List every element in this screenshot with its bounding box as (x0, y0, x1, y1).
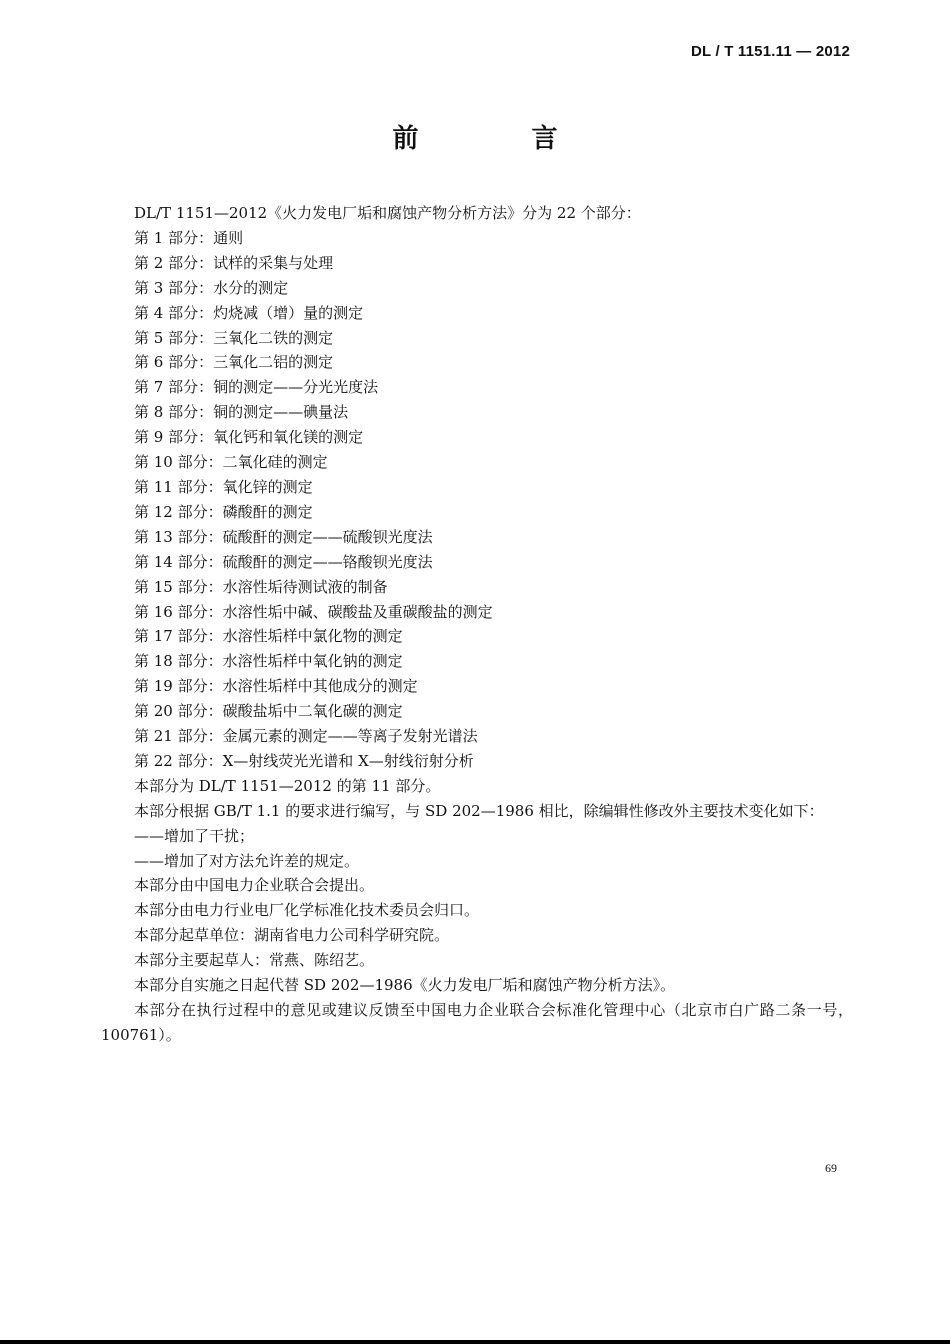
statement-paragraph: ——增加了对方法允许差的规定。 (134, 851, 360, 870)
statement-paragraph: ——增加了干扰； (134, 826, 255, 845)
statement-paragraph: 本部分为 DL/T 1151—2012 的第 11 部分。 (134, 776, 441, 795)
part-item: 第 22 部分：X—射线荧光光谱和 X—射线衍射分析 (134, 751, 474, 770)
part-item: 第 20 部分：碳酸盐垢中二氧化碳的测定 (134, 702, 403, 721)
part-item: 第 5 部分：三氧化二铁的测定 (134, 328, 334, 347)
statement-paragraph: 本部分起草单位：湖南省电力公司科学研究院。 (134, 926, 450, 945)
page-number: 69 (825, 1161, 837, 1175)
part-item: 第 3 部分：水分的测定 (134, 278, 289, 297)
part-item: 第 19 部分：水溶性垢样中其他成分的测定 (134, 677, 418, 696)
standard-code-header: DL / T 1151.11 — 2012 (690, 43, 850, 60)
part-item: 第 18 部分：水溶性垢样中氧化钠的测定 (134, 652, 403, 671)
part-item: 第 8 部分：铜的测定——碘量法 (134, 403, 349, 422)
part-item: 第 10 部分：二氧化硅的测定 (134, 453, 328, 472)
part-item: 第 16 部分：水溶性垢中碱、碳酸盐及重碳酸盐的测定 (134, 602, 493, 621)
bottom-rule (0, 1340, 950, 1344)
statement-paragraph: 本部分主要起草人：常燕、陈绍艺。 (134, 951, 375, 970)
intro-paragraph: DL/T 1151—2012《火力发电厂垢和腐蚀产物分析方法》分为 22 个部分： (134, 204, 641, 222)
statements (101, 774, 853, 1048)
part-item: 第 17 部分：水溶性垢样中氯化物的测定 (134, 627, 403, 646)
statement-paragraph: 本部分根据 GB/T 1.1 的要求进行编写，与 SD 202—1986 相比，除编辑性修改外主要技术变化如下： (134, 801, 824, 820)
part-item: 第 13 部分：硫酸酐的测定——硫酸钡光度法 (134, 527, 433, 546)
page-title: 前 言 (392, 124, 610, 154)
statement-paragraph: 本部分自实施之日起代替 SD 202—1986《火力发电厂垢和腐蚀产物分析方法》。 (134, 976, 676, 995)
statement-paragraph: 本部分由电力行业电厂化学标准化技术委员会归口。 (134, 901, 480, 920)
foreword-body (101, 201, 853, 1048)
part-item: 第 1 部分：通则 (134, 228, 244, 247)
part-item: 第 4 部分：灼烧减（增）量的测定 (134, 303, 364, 322)
part-item: 第 15 部分：水溶性垢待测试液的制备 (134, 577, 388, 596)
part-item: 第 12 部分：磷酸酐的测定 (134, 502, 313, 521)
part-item: 第 9 部分：氧化钙和氧化镁的测定 (134, 428, 364, 447)
part-item: 第 11 部分：氧化锌的测定 (134, 477, 313, 496)
part-item: 第 6 部分：三氧化二铝的测定 (134, 353, 334, 372)
statement-paragraph: 本部分在执行过程中的意见或建议反馈至中国电力企业联合会标准化管理中心（北京市白广路二条一号，100761）。 (101, 1001, 853, 1044)
statement-paragraph: 本部分由中国电力企业联合会提出。 (134, 876, 375, 895)
part-item: 第 2 部分：试样的采集与处理 (134, 253, 334, 272)
parts-list (101, 226, 853, 774)
part-item: 第 7 部分：铜的测定——分光光度法 (134, 378, 379, 397)
part-item: 第 21 部分：金属元素的测定——等离子发射光谱法 (134, 727, 478, 746)
part-item: 第 14 部分：硫酸酐的测定——铬酸钡光度法 (134, 552, 433, 571)
